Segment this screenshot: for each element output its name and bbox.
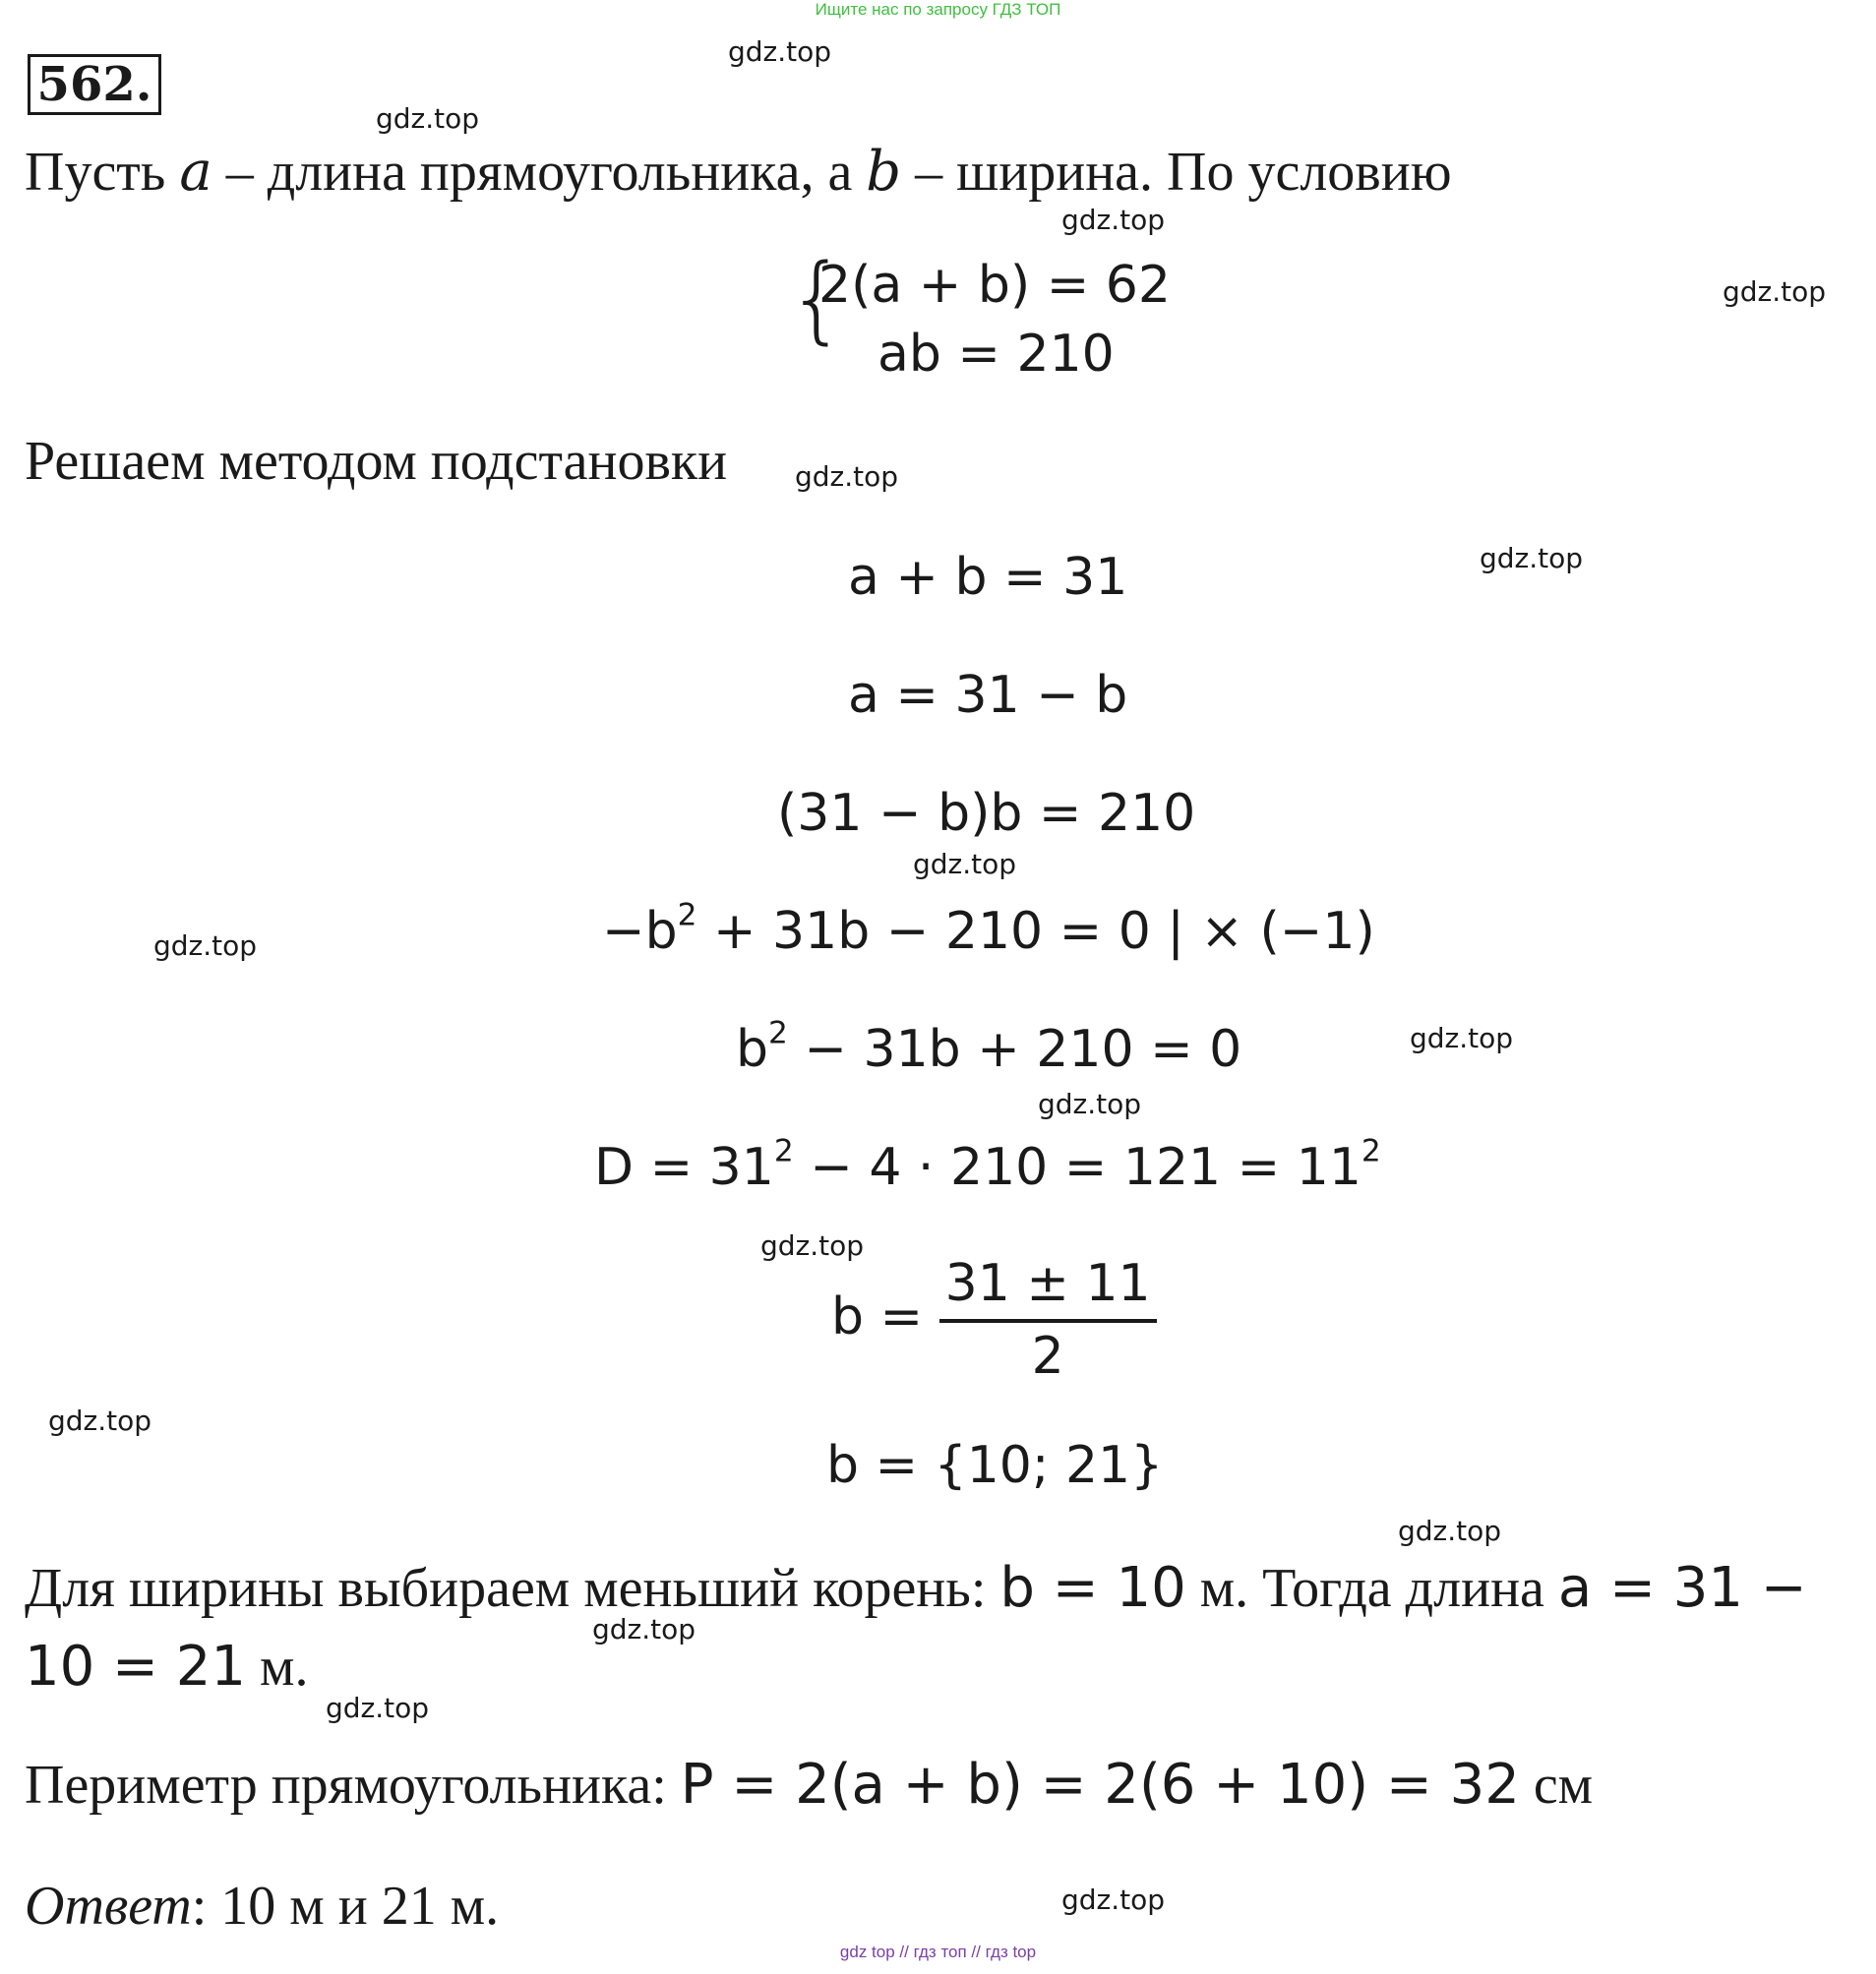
answer-label: Ответ [25,1876,192,1937]
system-eq-1: 2(a + b) = 62 [818,256,1171,315]
intro-text: Пусть a – длина прямоугольника, а b – ширина. По условию [25,140,1452,204]
system-brace: { [787,244,848,354]
watermark: gdz.top [48,1405,152,1437]
watermark: gdz.top [795,460,899,493]
answer-line: Ответ: 10 м и 21 м. [25,1876,500,1937]
watermark: gdz.top [1038,1088,1142,1120]
watermark: gdz.top [376,102,480,135]
watermark: gdz.top [1410,1022,1514,1054]
step-1: a + b = 31 [848,548,1128,607]
watermark: gdz.top [1061,204,1166,236]
step-4: $-b^2 + 31b - 210 = 0$ | × (−1) [602,897,1375,961]
watermark: gdz.top [1480,542,1584,574]
watermark: gdz.top [326,1692,430,1724]
watermark: gdz.top [760,1229,865,1262]
conclusion-line-1: Для ширины выбираем меньший корень: b = 10 м. Тогда длина a = 31 − [25,1556,1807,1620]
step-2: a = 31 − b [848,666,1128,725]
step-8-roots: b = {10; 21} [826,1436,1164,1495]
step-6-discriminant: $D = 31^2 - 4 \cdot 210 = 121 = 11^2$ [594,1133,1381,1197]
step-3: (31 − b)b = 210 [777,784,1196,843]
watermark: gdz.top [913,848,1017,880]
top-banner: Ищите нас по запросу ГДЗ ТОП [815,0,1061,19]
perimeter-line: Периметр прямоугольника: P = 2(a + b) = 2(6 + 10) = 32 см [25,1753,1594,1817]
watermark: gdz.top [153,929,258,962]
footer: gdz top // гдз топ // гдз top [839,1943,1037,1961]
watermark: gdz.top [1723,275,1827,308]
watermark: gdz.top [592,1613,696,1645]
step-5: $b^2 - 31b + 210 = 0$ [736,1015,1242,1079]
problem-number: 562. [28,54,161,115]
watermark: gdz.top [1398,1515,1502,1547]
method-text: Решаем методом подстановки [25,431,728,492]
fraction: $\frac{31 \pm 11}{2}$ [939,1254,1157,1386]
conclusion-line-2: 10 = 21 м. [25,1635,309,1699]
watermark: gdz.top [1061,1884,1166,1916]
step-7-roots-formula: b = $\frac{31 \pm 11}{2}$ [831,1254,1157,1386]
system-eq-2: ab = 210 [877,325,1115,384]
watermark: gdz.top [728,35,832,68]
